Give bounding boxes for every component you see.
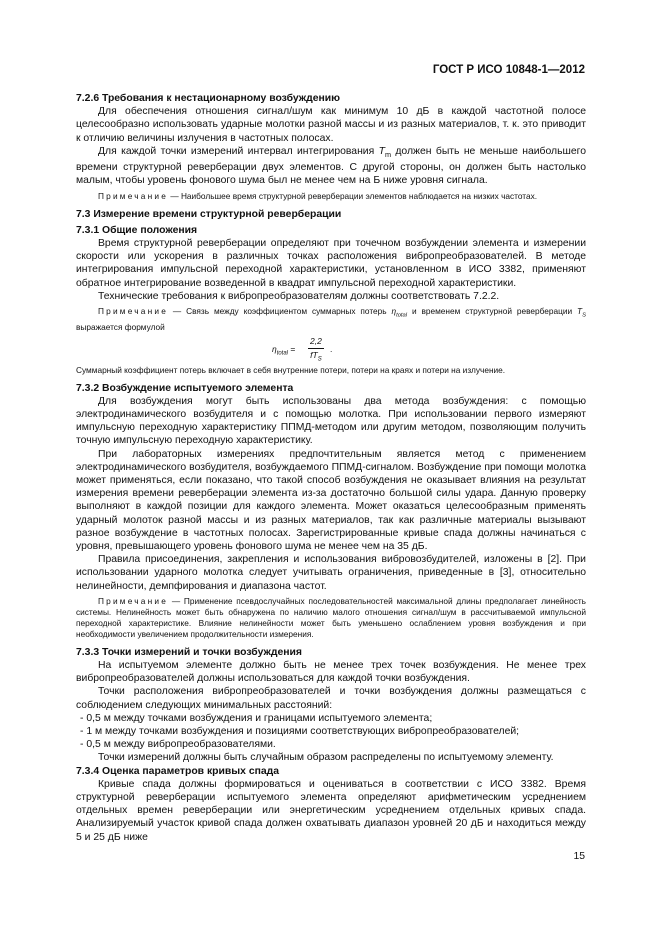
note-text: и временем структурной реверберации xyxy=(407,305,578,316)
section-7-3-title: 7.3 Измерение времени структурной реверберации xyxy=(76,208,342,220)
note-label: Примечание xyxy=(98,595,169,606)
section-7-2-6-title: 7.2.6 Требования к нестационарному возбуждению xyxy=(76,93,341,104)
note xyxy=(76,596,586,640)
note-continuation: Суммарный коэффициент потерь включает в себя внутренние потери, потери на краях и потери на излучение. xyxy=(76,364,506,375)
paragraph: Для обеспечения отношения сигнал/шум как минимум 10 дБ в каждой частотной полосе целесообразно использовать ударные молотки разной массы и из разных материалов, т. к. это приводит к отличию величины излучения в частотных полосах. xyxy=(76,106,586,144)
text-run: должен быть не меньше наибольшего времени структурной реверберации двух элементов. С другой стороны, он должен быть настолько малым, чтобы уровень фонового шума был не менее чем на Б ниже уровня сигнала. xyxy=(76,145,586,187)
page-number: 15 xyxy=(573,851,585,862)
section-7-3-2-title: 7.3.2 Возбуждение испытуемого элемента xyxy=(76,382,294,394)
note-text: выражается формулой xyxy=(76,321,165,332)
paragraph: Для возбуждения могут быть использованы два метода возбуждения: с помощью электродинамического возбудителя и с помощью молотка. При использовании первого измеряют импульсную переходную характеристику ППМД-методом или другим методом, позволяющим получить точную импульсную переходную характеристику. xyxy=(76,395,586,447)
subscript: total xyxy=(396,312,408,319)
note-text: — Связь между коэффициентом суммарных потерь xyxy=(168,305,392,316)
equals-sign: = xyxy=(287,343,296,354)
standard-identifier: ГОСТ Р ИСО 10848-1—2012 xyxy=(432,64,585,76)
section-7-3-3-title: 7.3.3 Точки измерений и точки возбуждения xyxy=(76,646,302,658)
paragraph: Правила присоединения, закрепления и использования вибровозбудителей, изложены в [2]. При использовании ударного молотка следует учитывать ограничения, приведенные в [3], относительно нелинейности, демпфирования и диапазона частот. xyxy=(76,554,586,592)
paragraph: При лабораторных измерениях предпочтительным является метод с применением электродинамического возбудителя, возбуждаемого ППМД-сигналом. Возбуждение при помощи молотка может применяться, если показано, что такой способ возбуждения не оказывает влияния на результат измерения времени реверберации элемента из-за достаточно большой силы удара. Данную проверку выполняют в каждой позиции для каждого элемента. Может оказаться целесообразным применять ударный молоток разной массы и из разных материалов, так как различные материалы вызывают разное возбуждение в частотных полосах. Зарегистрированные кривые спада должны начинаться с уровня, превышающего уровень фонового шума не менее чем на 35 дБ. xyxy=(76,448,586,553)
symbol: fT xyxy=(310,349,318,360)
note-text: — Наибольшее время структурной реверберации элементов наблюдается на низких частотах. xyxy=(168,190,538,201)
symbol: T xyxy=(378,145,385,157)
symbol: η xyxy=(272,343,277,354)
list-item: - 0,5 м между вибропреобразователями. xyxy=(80,738,586,751)
list-item: - 1 м между точками возбуждения и позициями соответствующих вибропреобразователей; xyxy=(80,725,586,738)
paragraph: Технические требования к вибропреобразователям должны соответствовать 7.2.2. xyxy=(98,290,500,302)
formula-period: . xyxy=(330,343,333,354)
paragraph: На испытуемом элементе должно быть не менее трех точек возбуждения. Не менее трех вибропреобразователей должны использоваться для каждой точки возбуждения. xyxy=(76,660,586,685)
paragraph xyxy=(76,145,586,188)
note-text: — Применение псевдослучайных последовательностей максимальной длины предполагает линейность системы. Нелинейность может быть обнаружена по наличию малого отношения сигнал/шум в рассчитываемой импульсной переходной характеристике. Влияние нелинейности может быть уменьшено ослаблением уровня возбуждения и при необходимости увеличением продолжительности измерения. xyxy=(76,595,586,639)
paragraph: Точки расположения вибропреобразователей и точки возбуждения должны размещаться с соблюдением следующих минимальных расстояний: xyxy=(76,686,586,711)
loss-factor-formula xyxy=(76,335,586,361)
formula-fraction xyxy=(308,335,324,367)
page-content xyxy=(76,92,586,844)
note xyxy=(76,306,586,333)
paragraph: Кривые спада должны формироваться и оцениваться в соответствии с ИСО 3382. Время структурной реверберации испытуемого элемента определяют арифметическим усреднением отдельных времен реверберации или энергетическим усреднением отдельных кривых спада. Анализируемый участок кривой спада должен охватывать диапазон уровней 20 дБ и находиться между 5 и 25 дБ ниже xyxy=(76,778,586,843)
fraction-denominator xyxy=(308,349,324,367)
text-run: Для каждой точки измерений интервал интегрирования xyxy=(98,145,379,157)
formula-lhs xyxy=(272,343,295,361)
distance-list xyxy=(76,712,586,752)
section-7-3-4-title: 7.3.4 Оценка параметров кривых спада xyxy=(76,765,280,777)
subscript: m xyxy=(384,149,392,159)
symbol: η xyxy=(391,305,397,316)
subscript: S xyxy=(317,356,322,363)
subscript: total xyxy=(276,350,288,357)
section-7-3-1-title: 7.3.1 Общие положения xyxy=(76,224,198,236)
symbol: T xyxy=(577,305,583,316)
list-item: - 0,5 м между точками возбуждения и границами испытуемого элемента; xyxy=(80,712,586,725)
fraction-numerator: 2,2 xyxy=(308,335,324,349)
paragraph: Точки измерений должны быть случайным образом распределены по испытуемому элементу. xyxy=(98,752,554,764)
note-label: Примечание xyxy=(98,190,169,201)
paragraph: Время структурной реверберации определяют при точечном возбуждении элемента и измерении скорости или ускорения в различных точках расположения вибропреобразователей. В методе интегрирования импульсной переходной характеристики, установленном в ИСО 3382, применяют обратное интегрирование возведенной в квадрат импульсной переходной характеристики. xyxy=(76,237,586,289)
note-label: Примечание xyxy=(98,305,169,316)
note xyxy=(76,191,586,202)
subscript: S xyxy=(582,312,586,319)
